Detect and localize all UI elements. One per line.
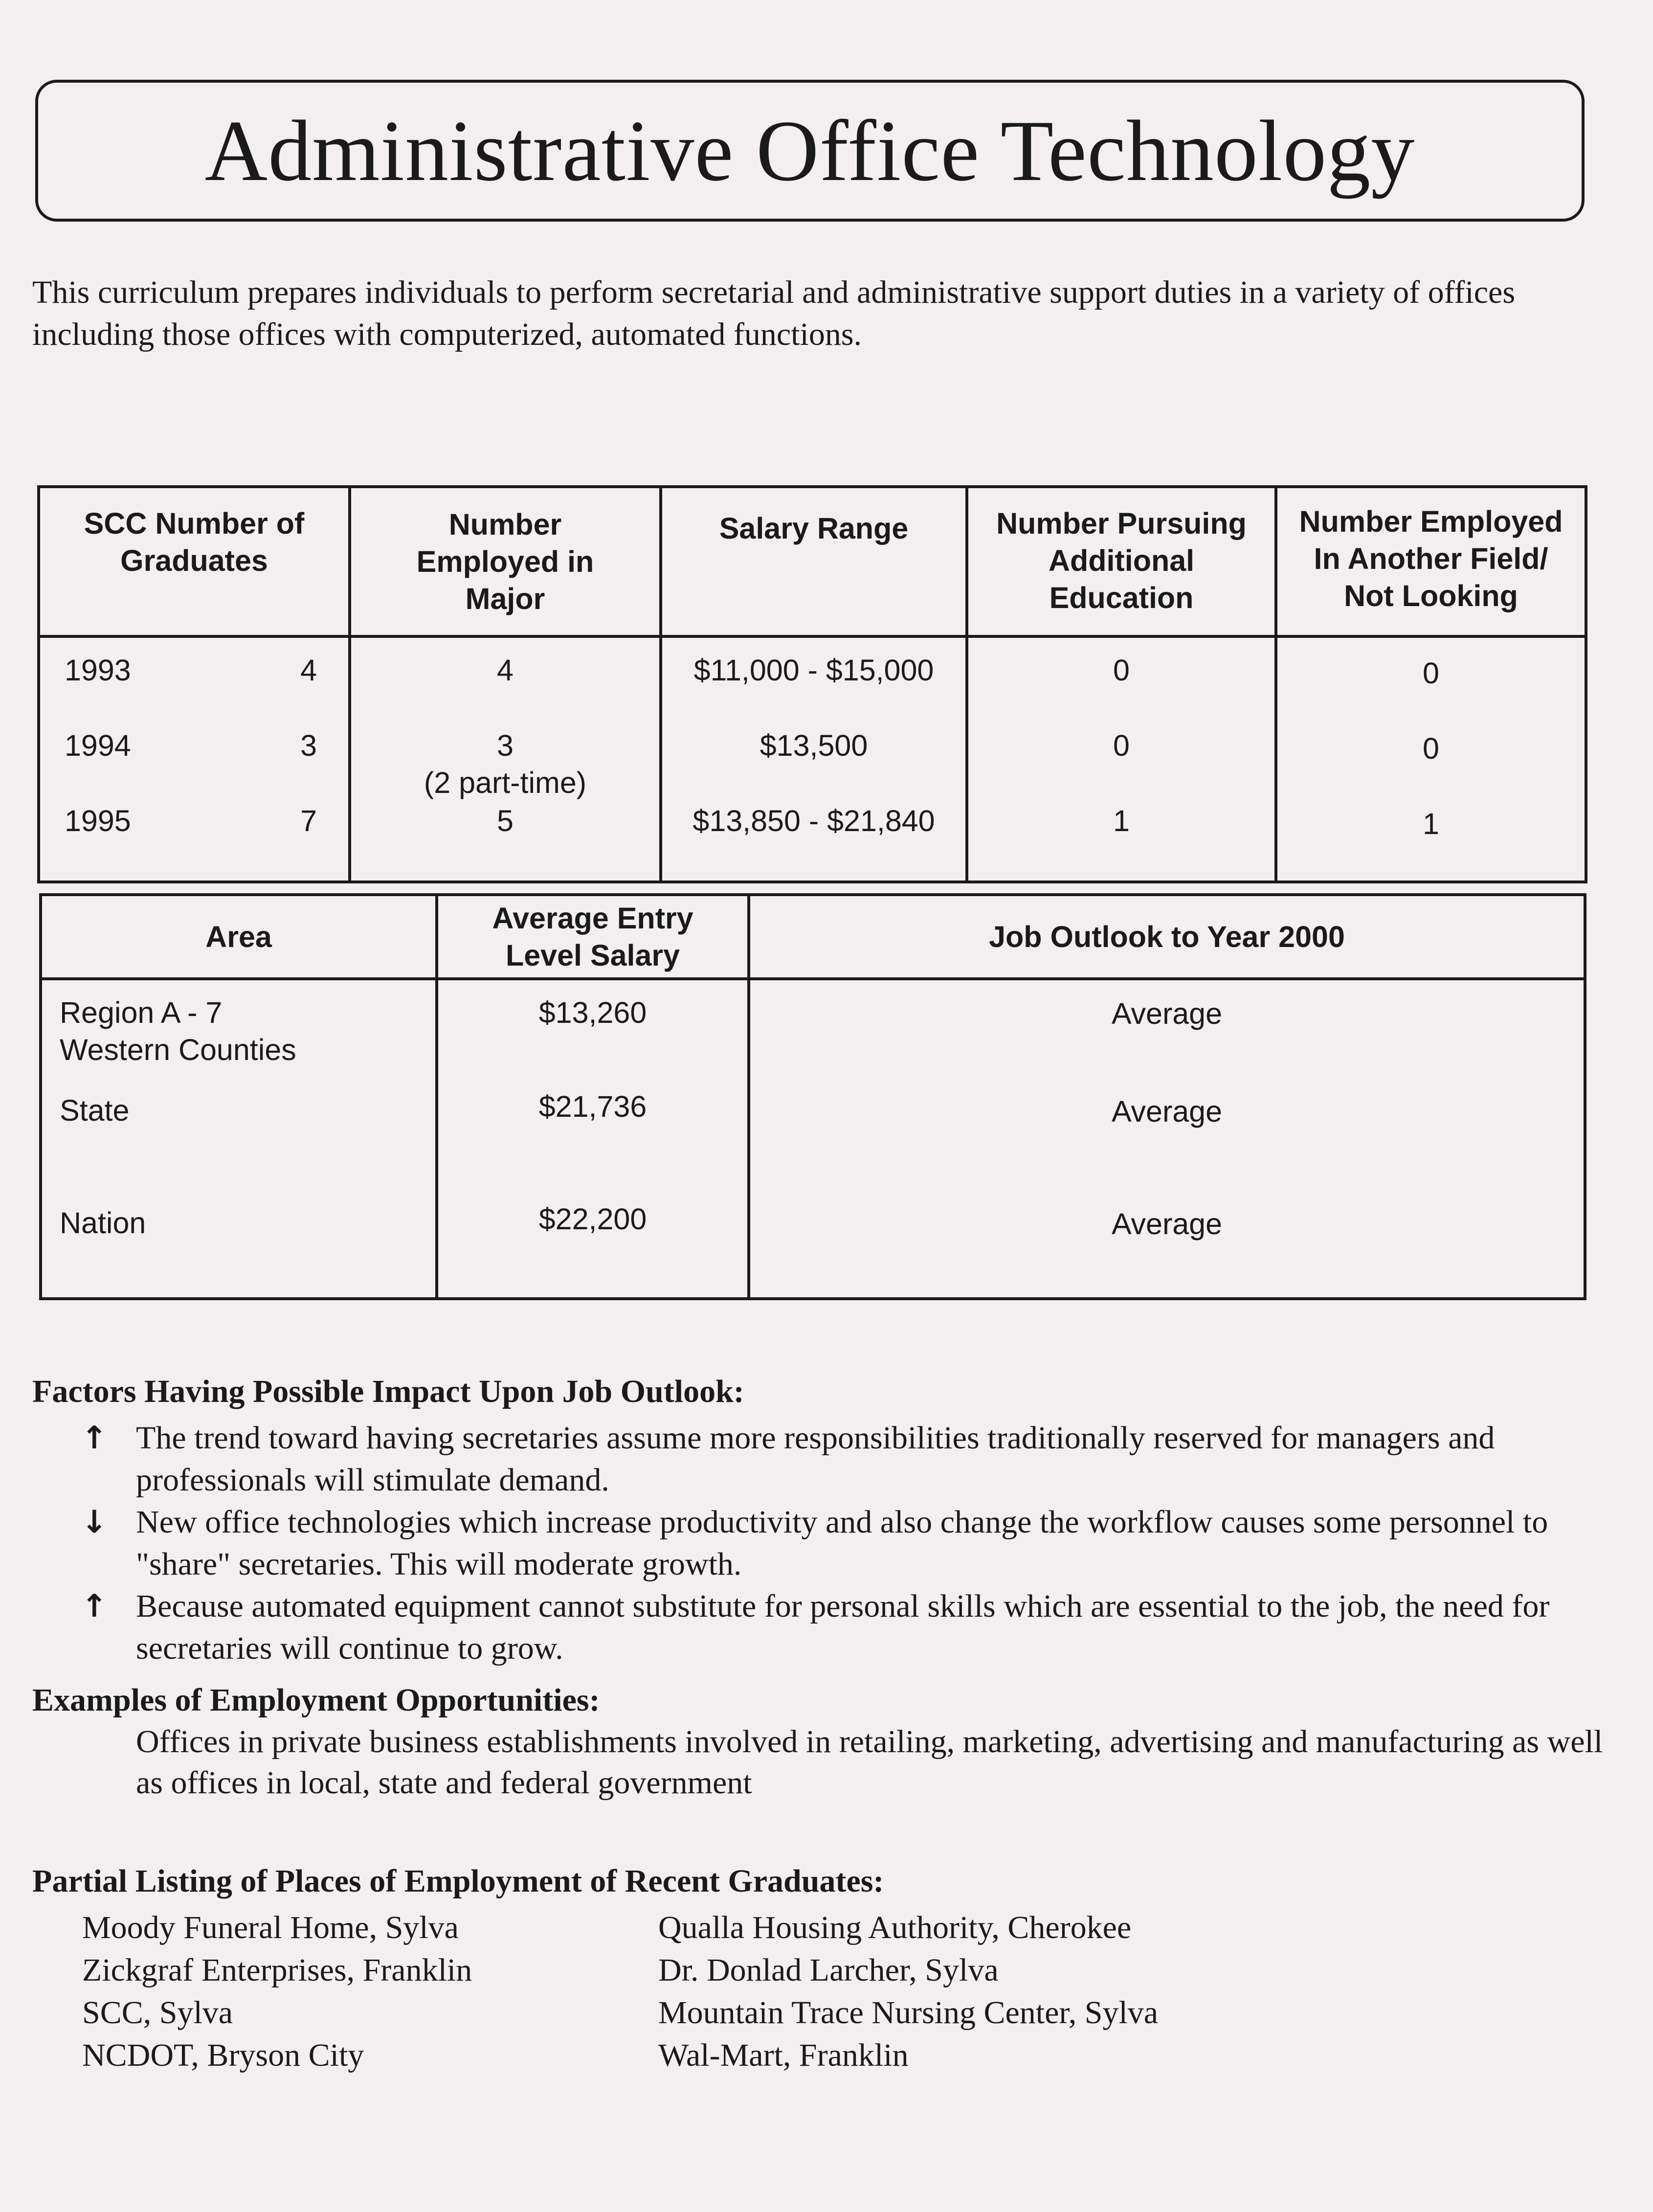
intro-paragraph: This curriculum prepares individuals to perform secretarial and administrative support duties in a variety of offices including those offices with computerized, automated functions. bbox=[32, 274, 1516, 352]
graduates-table bbox=[37, 485, 1587, 883]
places-heading: Partial Listing of Places of Employment of Recent Graduates: bbox=[32, 1863, 884, 1899]
pursuing-cell: 0 bbox=[1113, 729, 1130, 762]
places-list-right bbox=[658, 1906, 1158, 2077]
pursuing-cell: 1 bbox=[1113, 804, 1130, 837]
list-item bbox=[32, 1585, 1597, 1670]
places-list-left bbox=[82, 1906, 472, 2077]
factor-text: Because automated equipment cannot substitute for personal skills which are essential to the job, the need for secretaries will continue to grow. bbox=[136, 1588, 1550, 1666]
year: 1993 bbox=[65, 654, 131, 687]
header-entry-salary: Average Entry Level Salary bbox=[437, 895, 749, 979]
employed-cell: 5 bbox=[497, 804, 514, 837]
pursuing-column bbox=[967, 636, 1276, 882]
another-field-cell: 0 bbox=[1423, 656, 1439, 690]
entry-salary-cell: $22,200 bbox=[538, 1202, 647, 1236]
another-field-cell: 0 bbox=[1423, 732, 1439, 765]
list-item: Wal-Mart, Franklin bbox=[658, 2037, 909, 2073]
graduates-column bbox=[39, 636, 350, 882]
salary-column bbox=[661, 636, 967, 882]
down-arrow-icon: ↓ bbox=[81, 1504, 108, 1540]
factor-text: The trend toward having secretaries assume more responsibilities traditionally reserved for managers and professionals will stimulate demand. bbox=[136, 1420, 1495, 1498]
header-pursuing-education: Number Pursuing Additional Education bbox=[967, 487, 1276, 636]
list-item: Zickgraf Enterprises, Franklin bbox=[82, 1952, 472, 1988]
table-row bbox=[39, 636, 1586, 882]
salary-cell: $11,000 - $15,000 bbox=[693, 654, 934, 687]
area-cell: Region A - 7 Western Counties bbox=[60, 996, 296, 1066]
employed-column bbox=[350, 636, 661, 882]
salary-cell: $13,850 - $21,840 bbox=[692, 804, 935, 837]
header-job-outlook: Job Outlook to Year 2000 bbox=[749, 895, 1585, 979]
examples-text: Offices in private business establishments involved in retailing, marketing, advertising and manufacturing as well as offices in local, state and federal government bbox=[136, 1724, 1603, 1801]
header-salary-range: Salary Range bbox=[661, 487, 967, 636]
salary-cell: $13,500 bbox=[759, 729, 868, 762]
job-outlook-cell: Average bbox=[1111, 1095, 1223, 1128]
entry-salary-column bbox=[437, 979, 749, 1299]
graduates-count: 7 bbox=[300, 804, 317, 837]
graduates-row-1993 bbox=[40, 652, 348, 727]
graduates-row-1995 bbox=[40, 802, 348, 878]
factors-list bbox=[32, 1417, 1597, 1670]
list-item: NCDOT, Bryson City bbox=[82, 2037, 364, 2073]
job-outlook-cell: Average bbox=[1111, 997, 1223, 1030]
outlook-table bbox=[39, 893, 1586, 1300]
year: 1994 bbox=[65, 729, 131, 762]
up-arrow-icon: ↑ bbox=[81, 1588, 108, 1625]
table-header-row bbox=[39, 487, 1586, 636]
factor-text: New office technologies which increase productivity and also change the workflow causes some personnel to "share" secretaries. This will moderate growth. bbox=[136, 1504, 1548, 1582]
graduates-count: 3 bbox=[300, 729, 317, 762]
another-field-column bbox=[1276, 636, 1586, 882]
area-column bbox=[41, 979, 437, 1299]
up-arrow-icon: ↑ bbox=[81, 1420, 108, 1456]
header-another-field: Number Employed In Another Field/ Not Looking bbox=[1276, 487, 1586, 636]
entry-salary-cell: $21,736 bbox=[538, 1090, 647, 1123]
page-title: Administrative Office Technology bbox=[204, 102, 1415, 199]
factors-heading: Factors Having Possible Impact Upon Job Outlook: bbox=[32, 1374, 744, 1409]
list-item: Dr. Donlad Larcher, Sylva bbox=[658, 1952, 999, 1988]
employed-cell: 4 bbox=[497, 654, 514, 687]
list-item: SCC, Sylva bbox=[82, 1995, 233, 2031]
table-header-row bbox=[41, 895, 1585, 979]
list-item: Qualla Housing Authority, Cherokee bbox=[658, 1910, 1132, 1945]
graduates-count: 4 bbox=[300, 654, 317, 687]
header-employed-major: Number Employed in Major bbox=[350, 487, 661, 636]
job-outlook-cell: Average bbox=[1111, 1207, 1223, 1241]
list-item bbox=[32, 1501, 1597, 1585]
area-cell: State bbox=[60, 1094, 130, 1127]
employed-note: (2 part-time) bbox=[424, 766, 587, 799]
graduates-row-1994 bbox=[40, 727, 348, 802]
employed-value: 3 bbox=[497, 729, 514, 762]
pursuing-cell: 0 bbox=[1113, 654, 1130, 687]
employed-cell bbox=[351, 727, 659, 802]
examples-heading: Examples of Employment Opportunities: bbox=[32, 1682, 600, 1718]
another-field-cell: 1 bbox=[1423, 807, 1439, 840]
year: 1995 bbox=[65, 804, 131, 837]
list-item bbox=[32, 1417, 1597, 1501]
header-graduates: SCC Number of Graduates bbox=[39, 487, 350, 636]
header-area: Area bbox=[41, 895, 437, 979]
area-cell: Nation bbox=[60, 1206, 146, 1240]
title-box bbox=[35, 80, 1585, 222]
list-item: Mountain Trace Nursing Center, Sylva bbox=[658, 1995, 1159, 2031]
list-item: Moody Funeral Home, Sylva bbox=[82, 1910, 459, 1945]
entry-salary-cell: $13,260 bbox=[538, 996, 647, 1029]
job-outlook-column bbox=[749, 979, 1585, 1299]
table-row bbox=[41, 979, 1585, 1299]
